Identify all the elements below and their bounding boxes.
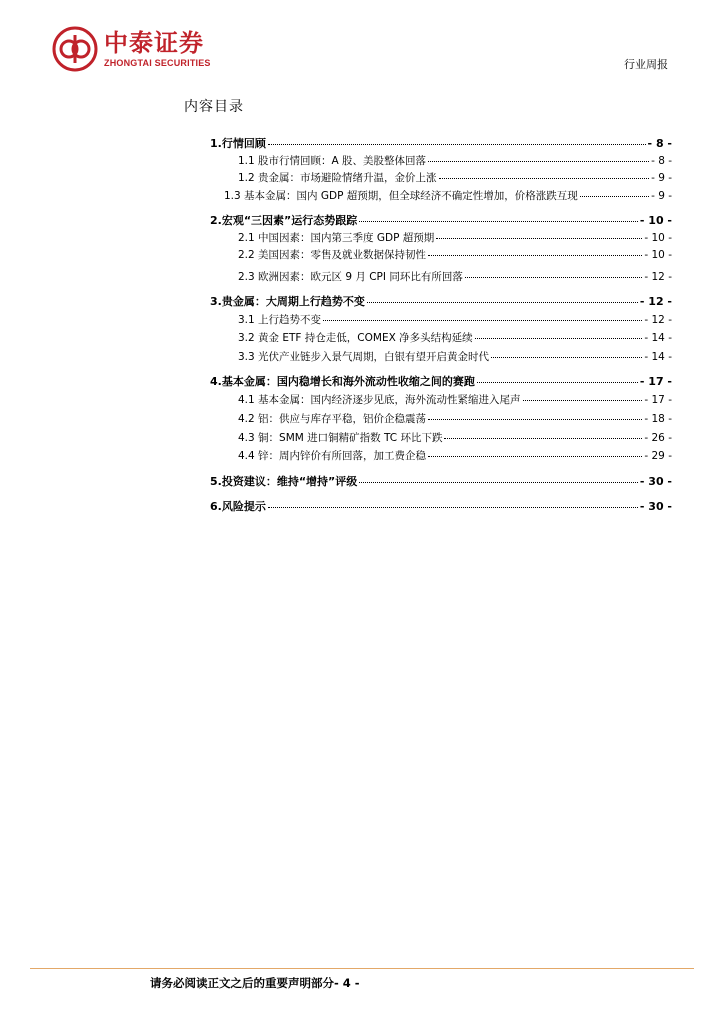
toc-dot-leader <box>359 211 638 222</box>
toc-dot-leader <box>523 390 643 401</box>
toc-entry-label: 4.1 基本金属：国内经济逐步见底，海外流动性紧缩进入尾声 <box>238 394 521 406</box>
toc-entry-page: - 29 - <box>644 450 672 462</box>
toc-entry-label: 1.2 贵金属：市场避险情绪升温，金价上涨 <box>238 172 437 184</box>
toc-dot-leader <box>268 134 646 145</box>
toc-dot-leader <box>428 151 649 162</box>
toc-entry-label: 3.贵金属：大周期上行趋势不变 <box>210 295 365 308</box>
toc-entry-label: 1.1 股市行情回顾：A 股、美股整体回落 <box>238 155 427 167</box>
footer-disclaimer <box>150 975 360 991</box>
toc-entry-page: - 10 - <box>639 214 672 227</box>
toc-entry-page: - 30 - <box>639 475 672 488</box>
toc-entry[interactable] <box>238 349 672 365</box>
toc-entry-label: 4.3 铜：SMM 进口铜精矿指数 TC 环比下跌 <box>238 432 443 444</box>
toc-dot-leader <box>268 497 638 508</box>
toc-entry[interactable] <box>210 499 672 515</box>
toc-dot-leader <box>436 228 642 239</box>
toc-entry-label: 4.2 铝：供应与库存平稳，铝价企稳震荡 <box>238 413 427 425</box>
toc-entry[interactable] <box>238 153 672 169</box>
toc-entry-label: 4.基本金属：国内稳增长和海外流动性收缩之间的赛跑 <box>210 375 475 388</box>
page-header <box>0 0 724 80</box>
toc-dot-leader <box>475 328 643 339</box>
toc-entry-label: 3.2 黄金 ETF 持仓走低，COMEX 净多头结构延续 <box>238 332 473 344</box>
toc-dot-leader <box>491 347 642 358</box>
toc-dot-leader <box>428 409 642 420</box>
toc-entry-page: - 8 - <box>651 155 672 167</box>
toc-entry-page: - 12 - <box>644 271 672 283</box>
toc-entry[interactable] <box>210 474 672 490</box>
toc-entry[interactable] <box>238 269 672 285</box>
toc-dot-leader <box>444 428 642 439</box>
toc-entry[interactable] <box>238 448 672 464</box>
toc-entry-page: - 26 - <box>644 432 672 444</box>
toc-dot-leader <box>428 245 642 256</box>
toc-entry-label: 6.风险提示 <box>210 500 266 513</box>
toc-dot-leader <box>359 472 638 483</box>
toc-entry[interactable] <box>210 374 672 390</box>
toc-entry[interactable] <box>238 392 672 408</box>
toc-entry-label: 3.1 上行趋势不变 <box>238 314 322 326</box>
toc-dot-leader <box>477 372 638 383</box>
toc-entry[interactable] <box>238 247 672 263</box>
toc-entry-page: - 12 - <box>639 295 672 308</box>
toc-entry[interactable] <box>238 230 672 246</box>
toc-entry-label: 2.3 欧洲因素：欧元区 9 月 CPI 同环比有所回落 <box>238 271 463 283</box>
zhongtai-logo-icon <box>52 26 98 72</box>
footer-divider <box>30 968 694 969</box>
toc-entry-label: 5.投资建议：维持“增持”评级 <box>210 475 358 488</box>
toc-dot-leader <box>323 310 642 321</box>
toc-entry-page: - 8 - <box>647 137 672 150</box>
toc-entry[interactable] <box>238 312 672 328</box>
toc-entry[interactable] <box>210 213 672 229</box>
toc-dot-leader <box>428 446 642 457</box>
brand-name-en: ZHONGTAI SECURITIES <box>104 58 211 68</box>
toc-entry[interactable] <box>238 411 672 427</box>
toc-entry-label: 2.2 美国因素：零售及就业数据保持韧性 <box>238 249 427 261</box>
toc-entry[interactable] <box>210 294 672 310</box>
toc-dot-leader <box>465 267 643 278</box>
toc-entry[interactable] <box>238 330 672 346</box>
footer-page-number: - 4 - <box>334 976 360 990</box>
toc-entry[interactable] <box>210 136 672 152</box>
toc-title: 内容目录 <box>184 99 244 115</box>
brand-name-cn: 中泰证券 <box>104 29 204 57</box>
toc-entry-label: 4.4 锌：周内锌价有所回落，加工费企稳 <box>238 450 427 462</box>
toc-entry-page: - 14 - <box>644 351 672 363</box>
document-type: 行业周报 <box>624 58 668 71</box>
toc-entry-page: - 17 - <box>639 375 672 388</box>
footer-disclaimer-text: 请务必阅读正文之后的重要声明部分 <box>150 976 334 990</box>
toc-entry-label: 1.3 基本金属：国内 GDP 超预期，但全球经济不确定性增加，价格涨跌互现 <box>224 190 578 202</box>
toc-entry[interactable] <box>224 188 672 204</box>
toc-dot-leader <box>439 168 650 179</box>
toc-entry-page: - 17 - <box>644 394 672 406</box>
toc-entry-page: - 30 - <box>639 500 672 513</box>
toc-entry-page: - 10 - <box>644 232 672 244</box>
toc-entry-page: - 12 - <box>644 314 672 326</box>
toc-entry-label: 1.行情回顾 <box>210 137 266 150</box>
toc-entry-label: 2.宏观“三因素”运行态势跟踪 <box>210 214 358 227</box>
toc-entry-label: 3.3 光伏产业链步入景气周期，白银有望开启黄金时代 <box>238 351 490 363</box>
toc-dot-leader <box>580 186 649 197</box>
toc-entry[interactable] <box>238 170 672 186</box>
toc-entry-page: - 9 - <box>651 190 672 202</box>
toc-dot-leader <box>367 292 638 303</box>
toc-entry-label: 2.1 中国因素：国内第三季度 GDP 超预期 <box>238 232 435 244</box>
toc-entry-page: - 14 - <box>644 332 672 344</box>
toc-entry-page: - 9 - <box>651 172 672 184</box>
toc-entry-page: - 10 - <box>644 249 672 261</box>
toc-entry[interactable] <box>238 430 672 446</box>
toc-entry-page: - 18 - <box>644 413 672 425</box>
